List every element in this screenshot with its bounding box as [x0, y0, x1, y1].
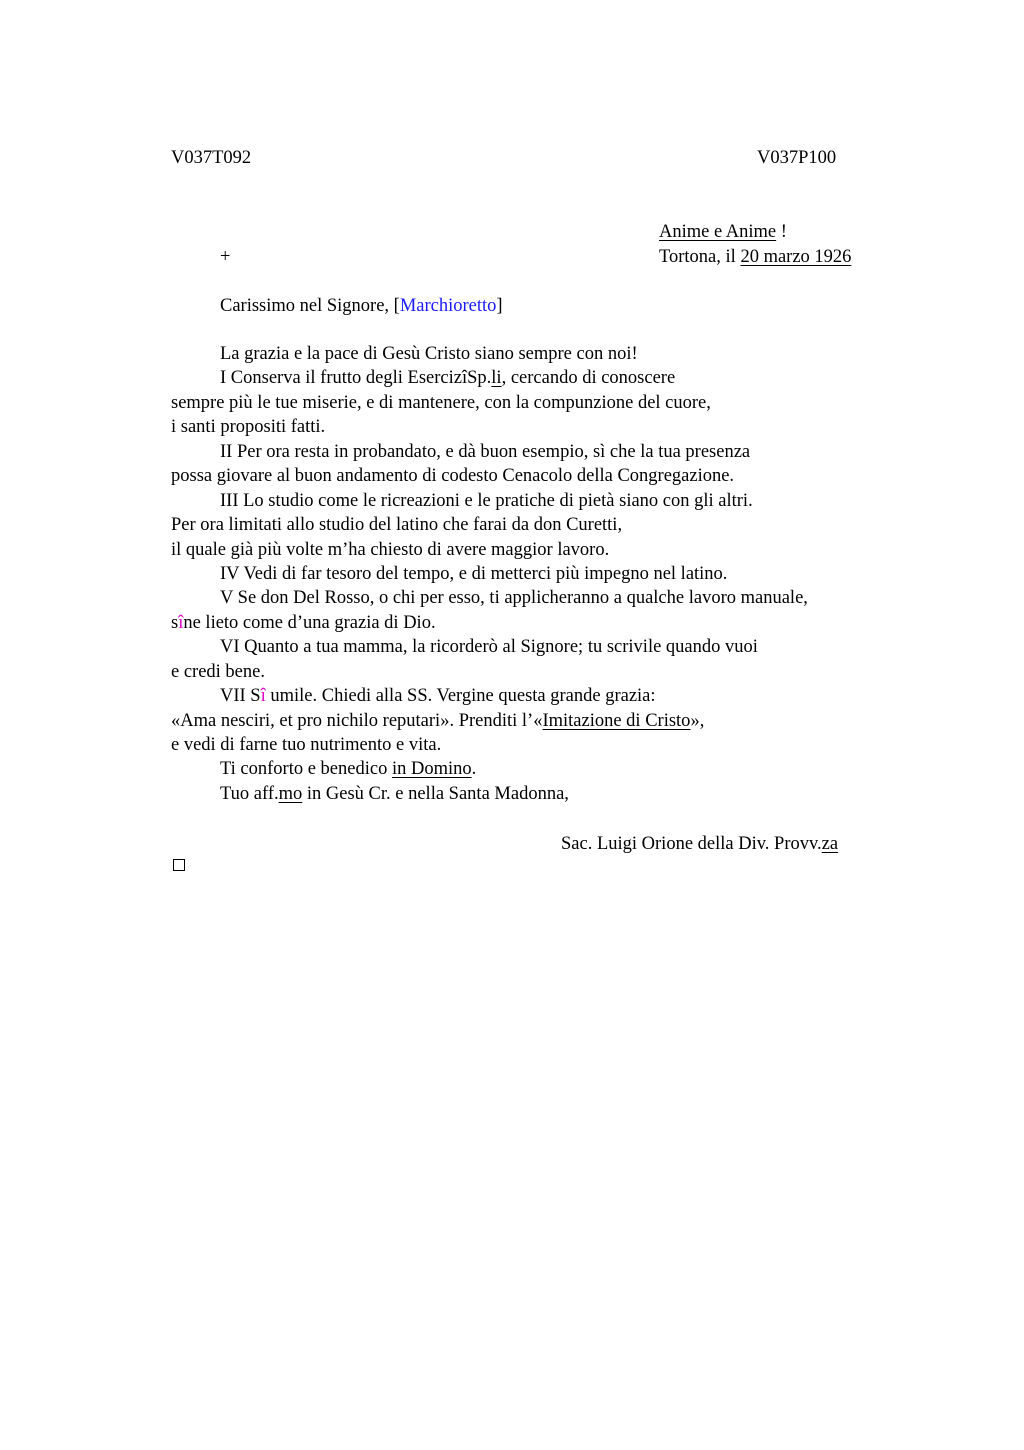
letter-body [171, 342, 891, 806]
body-line-19-b: mo [278, 783, 303, 804]
body-line-12-a: s [171, 612, 179, 633]
body-line-16-c: », [690, 710, 705, 731]
body-line-18-a: Ti conforto e benedico [220, 759, 392, 780]
signature-suffix: za [821, 834, 839, 854]
body-line-1: La grazia e la pace di Gesù Cristo siano sempre con noi! [220, 344, 638, 364]
salutation [220, 294, 503, 318]
document-code-left: V037T092 [171, 148, 252, 168]
body-line-18-c: . [471, 759, 477, 780]
signature-text: Sac. Luigi Orione della Div. Provv. [561, 834, 822, 854]
checkbox-square-icon [173, 859, 185, 871]
body-line-14: e credi bene. [171, 661, 265, 682]
body-line-17: e vedi di farne tuo nutrimento e vita. [171, 735, 442, 755]
body-line-2-d: , cercando di conoscere [501, 368, 676, 389]
motto-punct: ! [776, 222, 787, 242]
body-line-19 [171, 782, 891, 806]
body-line-2 [171, 366, 891, 390]
body-line-15-a: VII S [220, 686, 261, 707]
body-line-9: il quale già più volte m’ha chiesto di avere maggior lavoro. [171, 539, 610, 560]
book-title: Imitazione di Cristo [542, 710, 691, 731]
body-line-16 [171, 709, 891, 733]
body-line-18-b: in Domino [391, 759, 472, 780]
body-line-18 [171, 757, 891, 781]
body-line-6: possa giovare al buon andamento di codesto Cenacolo della Congregazione. [171, 466, 735, 487]
body-line-12-mark: î [178, 612, 184, 633]
body-line-10: IV Vedi di far tesoro del tempo, e di metterci più impegno nel latino. [220, 563, 728, 584]
body-line-15 [171, 684, 891, 708]
place-date [659, 245, 851, 269]
body-line-11: V Se don Del Rosso, o chi per esso, ti applicheranno a qualche lavoro manuale, [220, 588, 808, 609]
body-line-15-c: umile. Chiedi alla SS. Vergine questa grande grazia: [265, 686, 656, 707]
salutation-close: ] [496, 296, 503, 316]
body-line-2-c: li [491, 368, 502, 389]
body-line-13: VI Quanto a tua mamma, la ricorderò al Signore; tu scrivile quando vuoi [220, 637, 758, 658]
motto-text: Anime e Anime [659, 222, 777, 242]
body-line-7: III Lo studio come le ricreazioni e le pratiche di pietà siano con gli altri. [220, 490, 753, 511]
body-line-5: II Per ora resta in probandato, e dà buon esempio, sì che la tua presenza [220, 441, 751, 462]
body-line-12-c: ne lieto come d’una grazia di Dio. [183, 612, 436, 633]
body-line-2-b: Sp. [467, 368, 492, 389]
body-line-3: sempre più le tue miserie, e di mantenere, con la compunzione del cuore, [171, 392, 711, 413]
document-code-right: V037P100 [757, 148, 837, 168]
body-line-19-c: in Gesù Cr. e nella Santa Madonna, [302, 783, 569, 804]
place: Tortona, il [659, 247, 741, 267]
body-line-15-mark: î [260, 686, 266, 707]
salutation-text: Carissimo nel Signore, [ [220, 296, 400, 316]
body-line-16-a: «Ama nesciri, et pro nichilo reputari». Prenditi l’« [171, 710, 543, 731]
body-line-19-a: Tuo aff. [220, 783, 279, 804]
body-line-2-a: I Conserva il frutto degli Esercizî [220, 368, 468, 389]
date: 20 marzo 1926 [740, 247, 852, 267]
signature [561, 832, 838, 856]
body-line-12 [171, 611, 891, 635]
motto [659, 220, 787, 244]
body-line-4: i santi propositi fatti. [171, 417, 326, 438]
recipient-name: Marchioretto [399, 296, 497, 316]
body-line-8: Per ora limitati allo studio del latino che farai da don Curetti, [171, 515, 623, 536]
cross-mark: + [220, 247, 231, 267]
